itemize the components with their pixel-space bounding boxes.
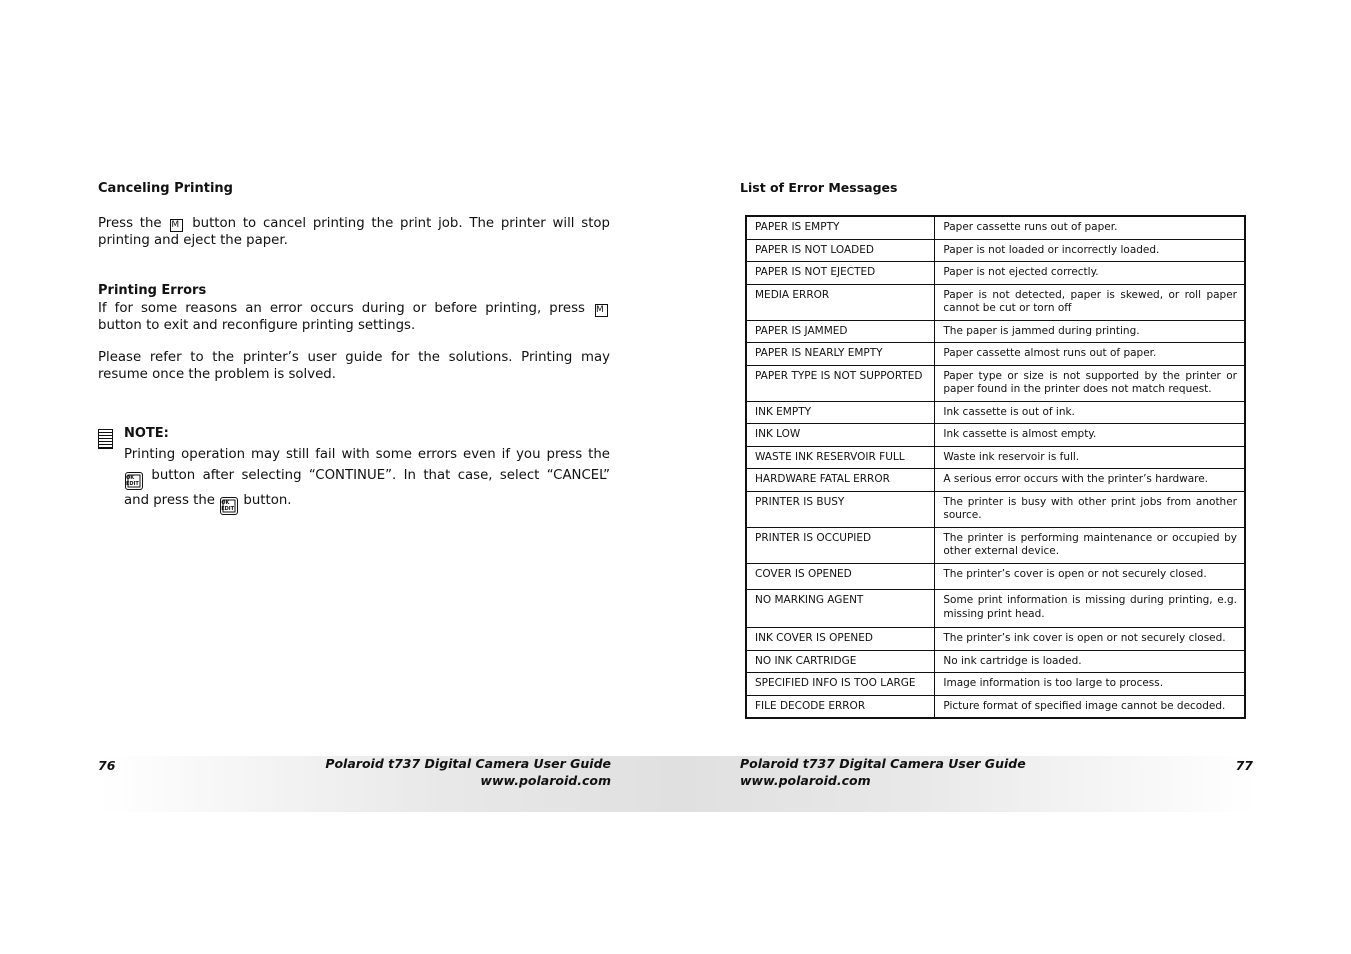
error-code-cell: PRINTER IS OCCUPIED (746, 527, 935, 563)
printing-errors-text (98, 300, 610, 334)
error-description-cell: The paper is jammed during printing. (935, 320, 1245, 343)
left-page-number: 76 (98, 758, 116, 773)
table-row (746, 469, 1245, 492)
table-row (746, 673, 1245, 696)
error-code-cell: WASTE INK RESERVOIR FULL (746, 446, 935, 469)
menu-button-icon: M (170, 219, 183, 232)
footer-band (98, 756, 1258, 812)
error-code-cell: SPECIFIED INFO IS TOO LARGE (746, 673, 935, 696)
errors-text-before: If for some reasons an error occurs during or before printing, press (98, 301, 585, 316)
note-icon (98, 429, 113, 449)
error-description-cell: Image information is too large to process. (935, 673, 1245, 696)
right-footer-url: www.polaroid.com (740, 773, 871, 788)
note-text-2: button after selecting “CONTINUE”. In that case, select “CANCEL” and press the (124, 468, 610, 508)
error-code-cell: PAPER IS NOT LOADED (746, 239, 935, 262)
error-messages-table (745, 215, 1246, 719)
printing-errors-heading: Printing Errors (98, 283, 207, 298)
table-row (746, 424, 1245, 447)
error-code-cell: INK COVER IS OPENED (746, 628, 935, 651)
table-row (746, 590, 1245, 628)
right-footer-text (740, 755, 1026, 789)
error-code-cell: NO INK CARTRIDGE (746, 650, 935, 673)
canceling-text-after: button to cancel printing the print job. The printer will stop printing and eject the paper. (98, 216, 610, 248)
error-description-cell: Waste ink reservoir is full. (935, 446, 1245, 469)
error-description-cell: The printer’s cover is open or not securely closed. (935, 563, 1245, 590)
left-footer-url: www.polaroid.com (480, 773, 611, 788)
table-row (746, 527, 1245, 563)
right-page-number: 77 (1235, 758, 1253, 773)
table-row (746, 239, 1245, 262)
note-text-3: button. (243, 493, 292, 508)
note-heading: NOTE: (124, 426, 169, 441)
table-row (746, 365, 1245, 401)
menu-button-icon: M (595, 304, 608, 317)
left-footer-title: Polaroid t737 Digital Camera User Guide (325, 756, 611, 771)
table-row (746, 401, 1245, 424)
table-row (746, 320, 1245, 343)
errors-text-after: button to exit and reconfigure printing settings. (98, 318, 416, 333)
left-footer-text (300, 755, 611, 789)
error-description-cell: The printer is performing maintenance or occupied by other external device. (935, 527, 1245, 563)
note-text (124, 444, 610, 515)
error-code-cell: PAPER IS NEARLY EMPTY (746, 343, 935, 366)
printing-errors-refer-text: Please refer to the printer’s user guide for the solutions. Printing may resume once the problem is solved. (98, 350, 610, 382)
error-list-heading: List of Error Messages (740, 180, 898, 195)
error-description-cell: Ink cassette is almost empty. (935, 424, 1245, 447)
table-row (746, 628, 1245, 651)
error-code-cell: INK EMPTY (746, 401, 935, 424)
error-code-cell: NO MARKING AGENT (746, 590, 935, 628)
canceling-text-before: Press the (98, 216, 162, 231)
error-code-cell: FILE DECODE ERROR (746, 695, 935, 718)
table-row (746, 446, 1245, 469)
error-code-cell: MEDIA ERROR (746, 284, 935, 320)
error-description-cell: Paper cassette almost runs out of paper. (935, 343, 1245, 366)
canceling-printing-text (98, 215, 610, 249)
table-row (746, 695, 1245, 718)
table-row (746, 216, 1245, 239)
error-code-cell: PAPER TYPE IS NOT SUPPORTED (746, 365, 935, 401)
error-code-cell: INK LOW (746, 424, 935, 447)
error-description-cell: Picture format of specified image cannot be decoded. (935, 695, 1245, 718)
error-code-cell: PAPER IS NOT EJECTED (746, 262, 935, 285)
error-description-cell: Paper type or size is not supported by the printer or paper found in the printer does not match request. (935, 365, 1245, 401)
error-code-cell: HARDWARE FATAL ERROR (746, 469, 935, 492)
error-description-cell: Paper is not loaded or incorrectly loaded. (935, 239, 1245, 262)
error-description-cell: The printer is busy with other print jobs from another source. (935, 491, 1245, 527)
right-footer-title: Polaroid t737 Digital Camera User Guide (740, 756, 1026, 771)
table-row (746, 343, 1245, 366)
error-code-cell: PRINTER IS BUSY (746, 491, 935, 527)
table-row (746, 650, 1245, 673)
error-description-cell: Paper cassette runs out of paper. (935, 216, 1245, 239)
ok-edit-button-icon: OK EDIT (220, 497, 238, 515)
canceling-printing-heading: Canceling Printing (98, 181, 233, 196)
error-description-cell: No ink cartridge is loaded. (935, 650, 1245, 673)
table-row (746, 563, 1245, 590)
error-code-cell: COVER IS OPENED (746, 563, 935, 590)
ok-edit-button-icon: OK EDIT (125, 472, 143, 490)
table-row (746, 284, 1245, 320)
table-row (746, 262, 1245, 285)
error-code-cell: PAPER IS JAMMED (746, 320, 935, 343)
error-description-cell: Paper is not detected, paper is skewed, or roll paper cannot be cut or torn off (935, 284, 1245, 320)
table-row (746, 491, 1245, 527)
error-description-cell: Ink cassette is out of ink. (935, 401, 1245, 424)
error-code-cell: PAPER IS EMPTY (746, 216, 935, 239)
error-description-cell: Paper is not ejected correctly. (935, 262, 1245, 285)
error-table-body (746, 216, 1245, 718)
error-description-cell: The printer’s ink cover is open or not securely closed. (935, 628, 1245, 651)
error-description-cell: A serious error occurs with the printer’s hardware. (935, 469, 1245, 492)
note-text-1: Printing operation may still fail with some errors even if you press the (124, 447, 610, 462)
error-description-cell: Some print information is missing during printing, e.g. missing print head. (935, 590, 1245, 628)
